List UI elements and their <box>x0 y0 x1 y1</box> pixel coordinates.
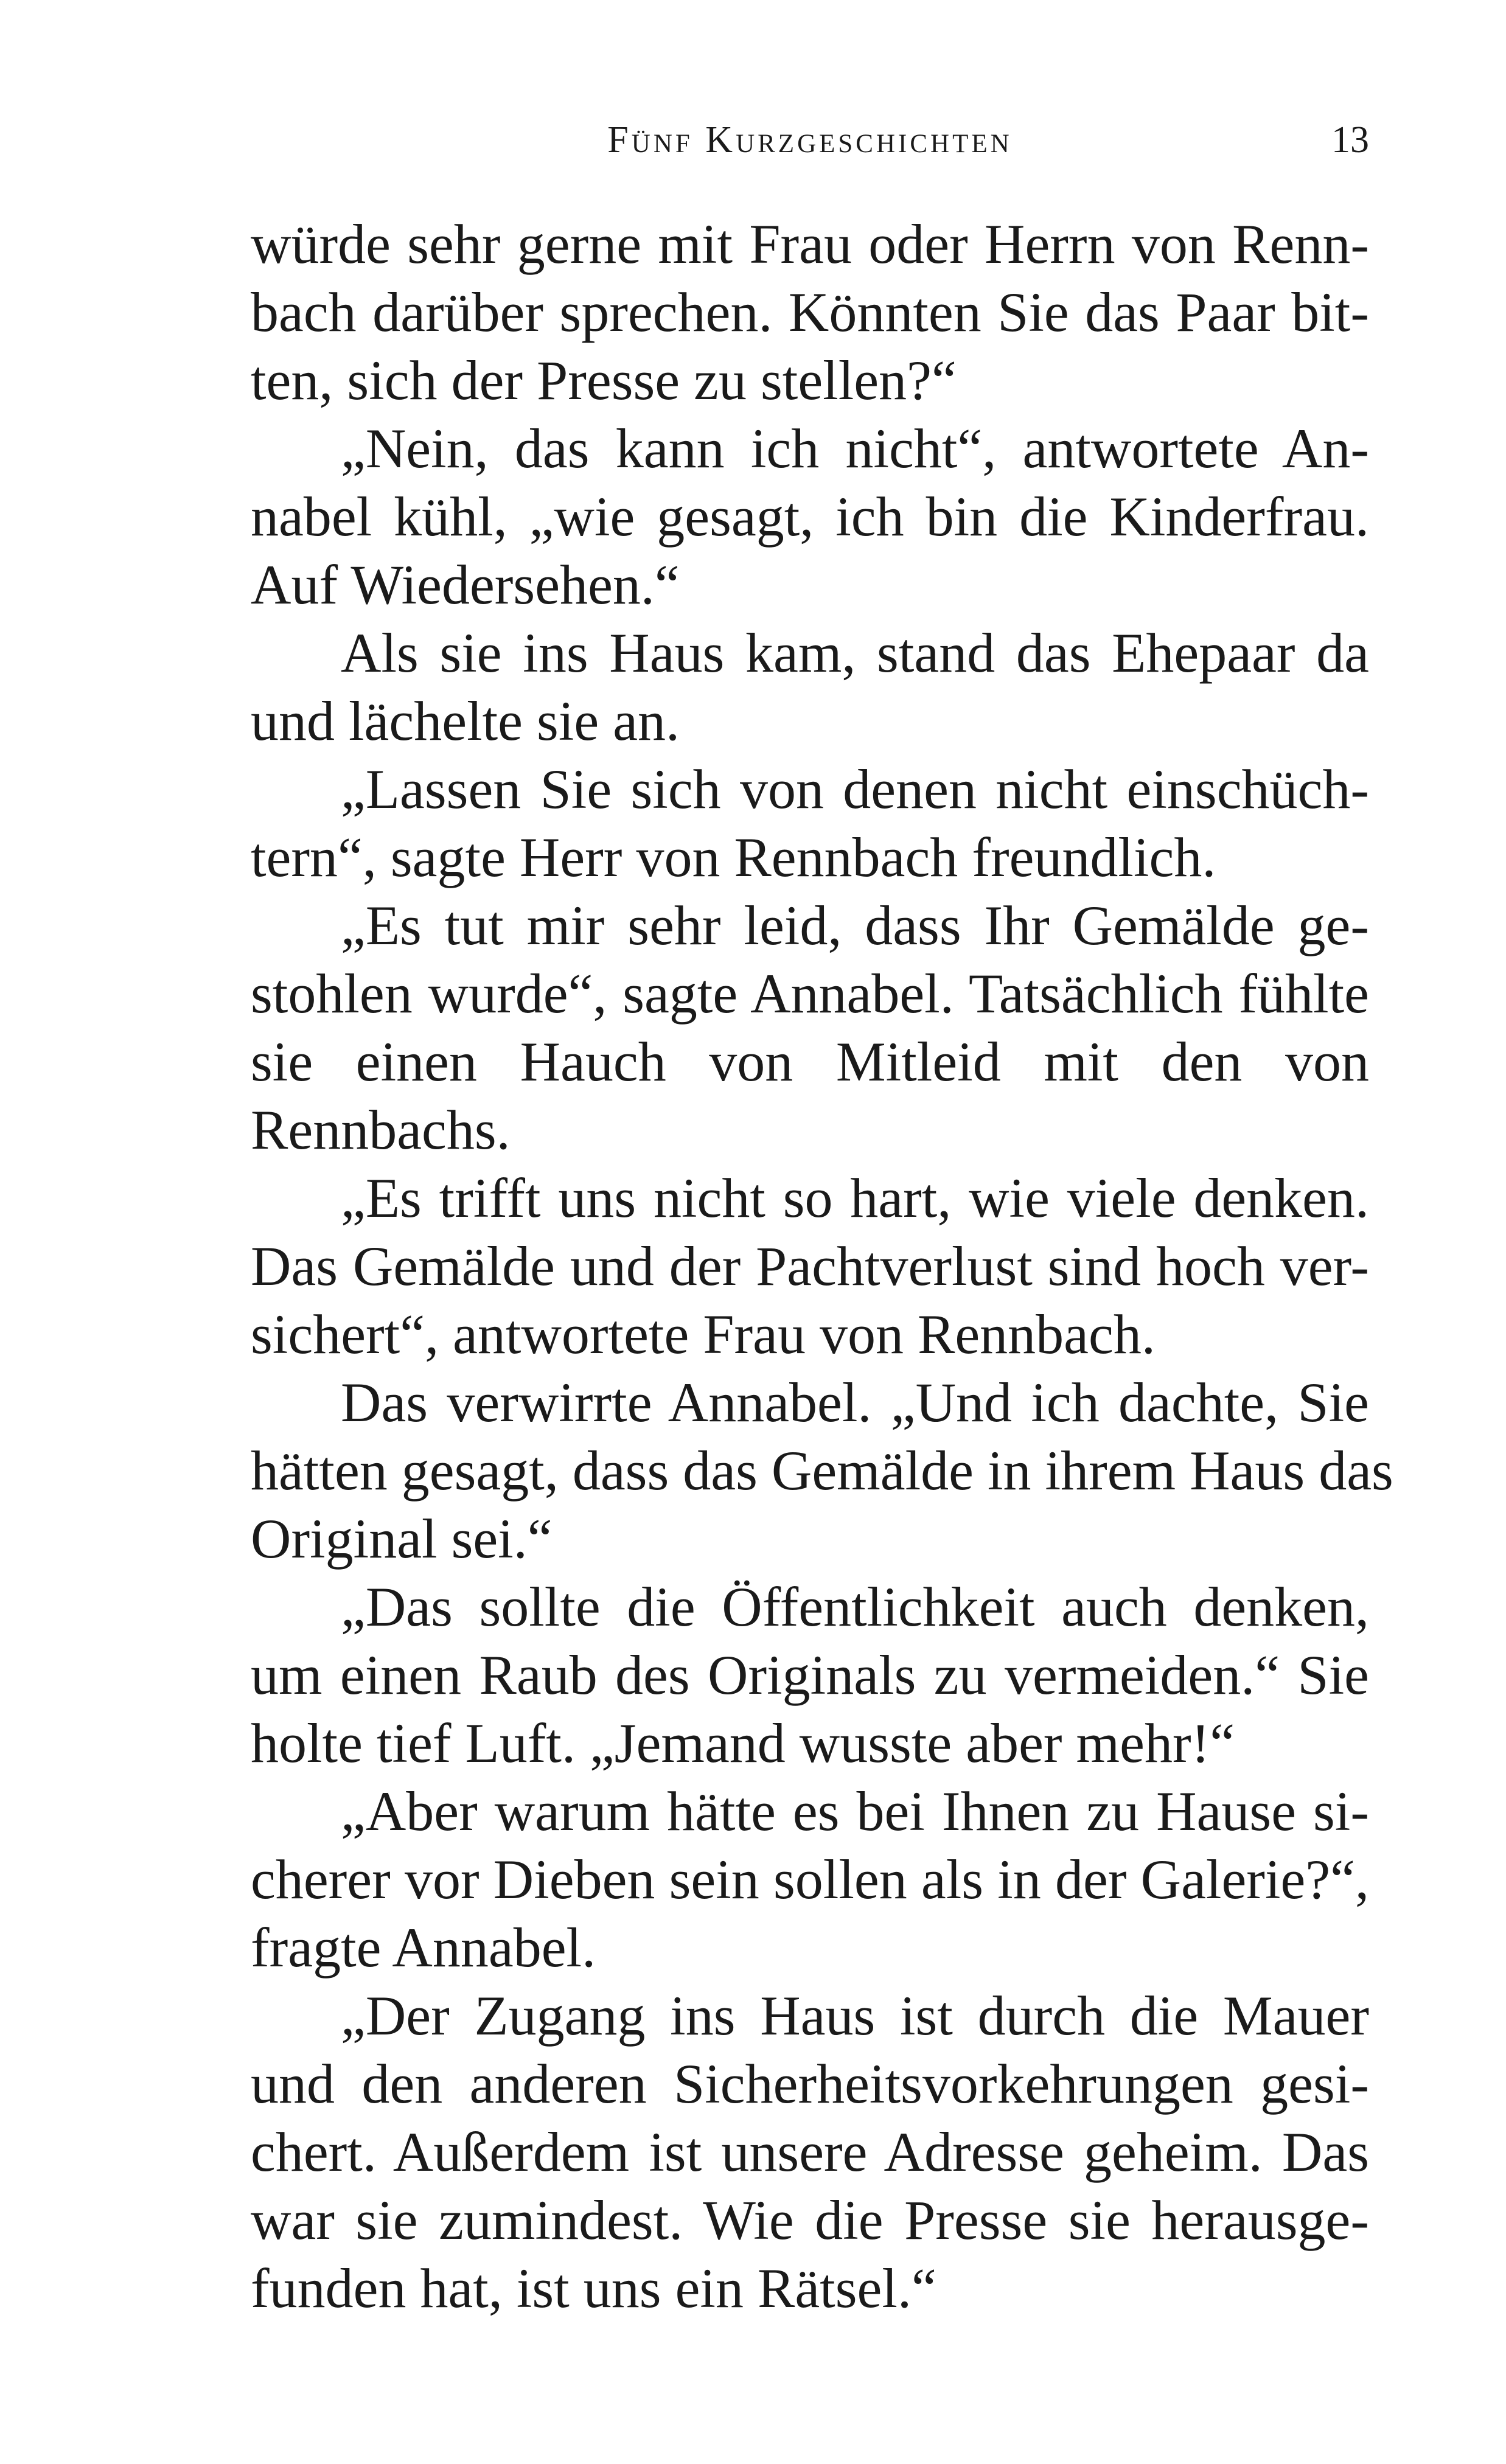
text-line: würde sehr gerne mit Frau oder Herrn von Renn- <box>251 213 1369 275</box>
text-line: sie einen Hauch von Mitleid mit den von <box>251 1031 1369 1093</box>
running-title: Fünf Kurzgeschichten <box>607 119 1013 161</box>
text-line: funden hat, ist uns ein Rätsel.“ <box>251 2257 936 2319</box>
text-line: Das Gemälde und der Pachtverlust sind hoch ver- <box>251 1235 1369 1297</box>
text-line: holte tief Luft. „Jemand wusste aber mehr!“ <box>251 1712 1235 1774</box>
text-line: Das verwirrte Annabel. „Und ich dachte, Sie <box>341 1371 1369 1433</box>
text-line: stohlen wurde“, sagte Annabel. Tatsächlich fühlte <box>251 962 1369 1025</box>
text-line: Auf Wiedersehen.“ <box>251 554 680 616</box>
text-line: chert. Außerdem ist unsere Adresse geheim. Das <box>251 2121 1369 2183</box>
text-line: war sie zumindest. Wie die Presse sie herausge- <box>251 2189 1369 2251</box>
body-text <box>251 210 1393 2322</box>
text-line: „Lassen Sie sich von denen nicht einschüch- <box>341 758 1369 820</box>
text-line: „Nein, das kann ich nicht“, antwortete An- <box>341 417 1369 479</box>
running-header <box>251 116 1369 164</box>
text-line: tern“, sagte Herr von Rennbach freundlich. <box>251 826 1216 888</box>
text-line: nabel kühl, „wie gesagt, ich bin die Kinderfrau. <box>251 485 1369 548</box>
text-line: „Der Zugang ins Haus ist durch die Mauer <box>341 1985 1369 2047</box>
text-line: und den anderen Sicherheitsvorkehrungen gesi- <box>251 2053 1369 2115</box>
text-line: und lächelte sie an. <box>251 690 680 752</box>
text-line: „Aber warum hätte es bei Ihnen zu Hause si- <box>341 1780 1369 1842</box>
text-line: „Es tut mir sehr leid, dass Ihr Gemälde ge- <box>341 894 1369 956</box>
page-number: 13 <box>1331 119 1369 161</box>
text-line: hätten gesagt, dass das Gemälde in ihrem Haus das <box>251 1439 1393 1502</box>
text-line: sichert“, antwortete Frau von Rennbach. <box>251 1303 1156 1365</box>
text-line: bach darüber sprechen. Könnten Sie das Paar bit- <box>251 281 1369 343</box>
text-line: Als sie ins Haus kam, stand das Ehepaar da <box>341 622 1369 684</box>
text-line: ten, sich der Presse zu stellen?“ <box>251 349 957 411</box>
text-line: „Es trifft uns nicht so hart, wie viele denken. <box>341 1167 1369 1229</box>
text-line: um einen Raub des Originals zu vermeiden.“ Sie <box>251 1644 1369 1706</box>
text-line: Original sei.“ <box>251 1508 553 1570</box>
text-line: Rennbachs. <box>251 1099 511 1161</box>
text-line: cherer vor Dieben sein sollen als in der Galerie?“, <box>251 1848 1369 1910</box>
text-line: „Das sollte die Öffentlichkeit auch denken, <box>341 1576 1369 1638</box>
text-line: fragte Annabel. <box>251 1916 596 1979</box>
